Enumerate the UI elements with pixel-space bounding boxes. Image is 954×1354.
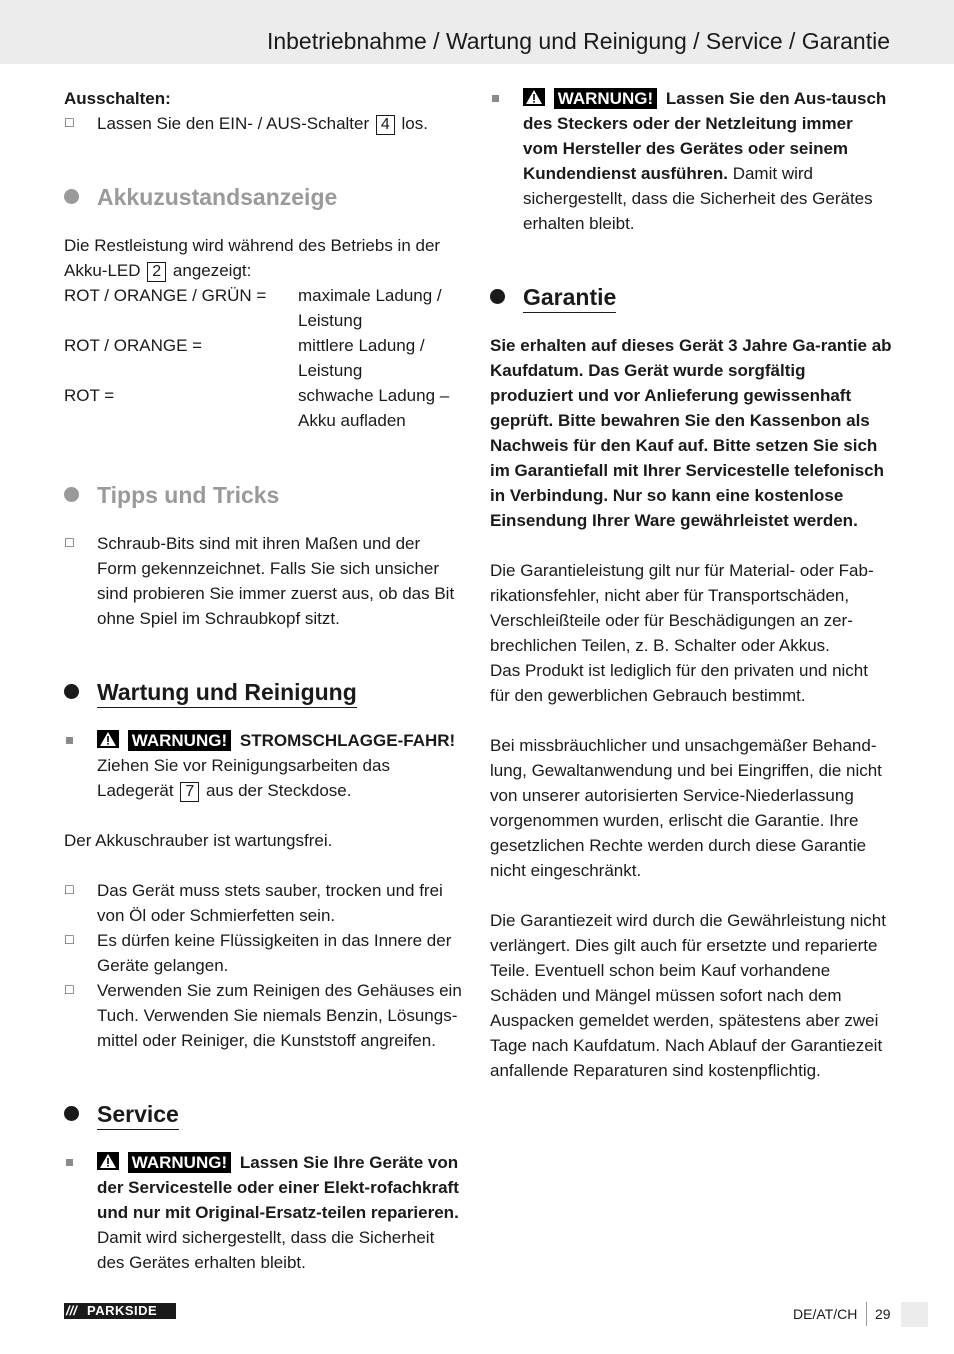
- language-codes: DE/AT/CH: [793, 1306, 858, 1322]
- logo-text: PARKSIDE: [87, 1303, 158, 1318]
- list-item-text: Schraub-Bits sind mit ihren Maßen und der Form gekennzeichnet. Falls Sie sich unsicher sind probieren Sie immer zuerst aus, ob das Bit ohne Spiel im Schraubkopf sitzt.: [97, 534, 455, 628]
- status-label: ROT / ORANGE / GRÜN =: [64, 286, 267, 305]
- list-item: [64, 111, 464, 136]
- status-value: maximale Ladung / Leistung: [298, 286, 442, 330]
- right-column: [490, 86, 892, 1083]
- garantie-bold-paragraph: Sie erhalten auf dieses Gerät 3 Jahre Ga-rantie ab Kaufdatum. Das Gerät wurde sorgfältig produziert und vor Anlieferung gewissenhaft geprüft. Bitte bewahren Sie den Kassenbon als Nachweis für den Kauf auf. Bitte setzen Sie sich im Garantiefall mit Ihrer Servicestelle telefonisch in Verbindung. Nur so kann eine kostenlose Einsendung Ihrer Ware gewährleistet werden.: [490, 336, 892, 530]
- status-value: schwache Ladung – Akku aufladen: [298, 386, 450, 430]
- section-heading-garantie: Garantie: [490, 282, 892, 312]
- list-item: [64, 531, 464, 631]
- paragraph: Die Garantiezeit wird durch die Gewährleistung nicht verlängert. Dies gilt auch für ersetzte und reparierte Teile. Eventuell schon beim Kauf vorhandene Schäden und Mängel müssen sofort nach dem Auspacken gemeldet werden, spätestens aber zwei Tage nach Kaufdatum. Nach Ablauf der Garantiezeit anfallende Reparaturen sind kostenpflichtig.: [490, 911, 886, 1080]
- list-item-text: Verwenden Sie zum Reinigen des Gehäuses ein Tuch. Verwenden Sie niemals Benzin, Lösungs-mittel oder Reiniger, die Kunststoff angreifen.: [97, 981, 462, 1050]
- section-heading-service: Service: [64, 1099, 464, 1129]
- left-column: [64, 86, 464, 1275]
- bullet-dot-icon: [64, 684, 79, 699]
- page-title: Inbetriebnahme / Wartung und Reinigung / Service / Garantie: [266, 28, 890, 54]
- part-reference: 4: [376, 115, 395, 135]
- parkside-logo: [64, 1303, 176, 1319]
- checkbox-bullet-icon: ☐: [64, 983, 75, 997]
- akku-intro: Die Restleistung wird während des Betriebs in der Akku-LED 2 angezeigt:: [64, 236, 441, 280]
- logo-stripes: ///: [66, 1303, 77, 1318]
- checkbox-bullet-icon: ☐: [64, 116, 75, 130]
- page-number: 29: [875, 1306, 891, 1322]
- list-item-text: los.: [401, 114, 428, 133]
- bullet-dot-icon: [64, 487, 79, 502]
- checkbox-bullet-icon: ☐: [64, 536, 75, 550]
- checkbox-bullet-icon: ☐: [64, 933, 75, 947]
- part-reference: 7: [180, 782, 199, 802]
- paragraph: Das Produkt ist lediglich für den privaten und nicht für den gewerblichen Gebrauch bestimmt.: [490, 661, 868, 705]
- bullet-dot-icon: [64, 1106, 79, 1121]
- ausschalten-heading: Ausschalten:: [64, 89, 171, 108]
- checkbox-bullet-icon: ☐: [64, 883, 75, 897]
- warning-badge: WARNUNG!: [128, 1152, 231, 1173]
- square-bullet-icon: [66, 1159, 73, 1166]
- paragraph: Der Akkuschrauber ist wartungsfrei.: [64, 831, 333, 850]
- paragraph: Die Garantieleistung gilt nur für Material- oder Fab-rikationsfehler, nicht aber für Transportschäden, Verschleißteile oder für Beschädigungen an zer-brechlichen Teilen, z. B. Schalter oder Akkus.: [490, 561, 874, 655]
- section-heading-akku: Akkuzustandsanzeige: [64, 182, 464, 212]
- status-label: ROT =: [64, 386, 115, 405]
- warning-item: WARNUNG! Lassen Sie den Aus-tausch des Steckers oder der Netzleitung immer vom Hersteller des Gerätes oder seinem Kundendienst ausführen. Damit wird sichergestellt, dass die Sicherheit des Gerätes erhalten bleibt.: [490, 86, 892, 236]
- square-bullet-icon: [492, 95, 499, 102]
- akku-status-table: [64, 283, 464, 433]
- list-item: [64, 928, 464, 978]
- list-item-text: Es dürfen keine Flüssigkeiten in das Innere der Geräte gelangen.: [97, 931, 452, 975]
- warning-item: WARNUNG! Lassen Sie Ihre Geräte von der Servicestelle oder einer Elekt-rofachkraft und nur mit Original-Ersatz-teilen reparieren. Damit wird sichergestellt, dass die Sicherheit des Gerätes erhalten bleibt.: [64, 1150, 464, 1275]
- section-heading-tipps: Tipps und Tricks: [64, 480, 464, 510]
- section-heading-wartung: Wartung und Reinigung: [64, 677, 464, 707]
- square-bullet-icon: [66, 737, 73, 744]
- status-value: mittlere Ladung / Leistung: [298, 336, 425, 380]
- warning-badge: WARNUNG!: [128, 730, 231, 751]
- warning-triangle-icon: [523, 88, 545, 106]
- page-tab: [901, 1302, 928, 1327]
- list-item: [64, 878, 464, 928]
- footer-divider: [866, 1302, 867, 1326]
- status-label: ROT / ORANGE =: [64, 336, 203, 355]
- warning-triangle-icon: [97, 730, 119, 748]
- warning-triangle-icon: [97, 1152, 119, 1170]
- warning-badge: WARNUNG!: [554, 88, 657, 109]
- paragraph: Bei missbräuchlicher und unsachgemäßer Behand-lung, Gewaltanwendung und bei Eingriffen, die nicht von unserer autorisierten Service-Niederlassung vorgenommen wurden, erlischt die Garantie. Ihre gesetzlichen Rechte werden durch diese Garantie nicht eingeschränkt.: [490, 736, 882, 880]
- part-reference: 2: [147, 262, 166, 282]
- list-item-text: Das Gerät muss stets sauber, trocken und frei von Öl oder Schmierfetten sein.: [97, 881, 443, 925]
- bullet-dot-icon: [64, 189, 79, 204]
- warning-item: WARNUNG! STROMSCHLAGGE-FAHR! Ziehen Sie vor Reinigungsarbeiten das Ladegerät 7 aus der Steckdose.: [64, 728, 464, 803]
- bullet-dot-icon: [490, 289, 505, 304]
- list-item: [64, 978, 464, 1053]
- list-item-text: Lassen Sie den EIN- / AUS-Schalter: [97, 114, 370, 133]
